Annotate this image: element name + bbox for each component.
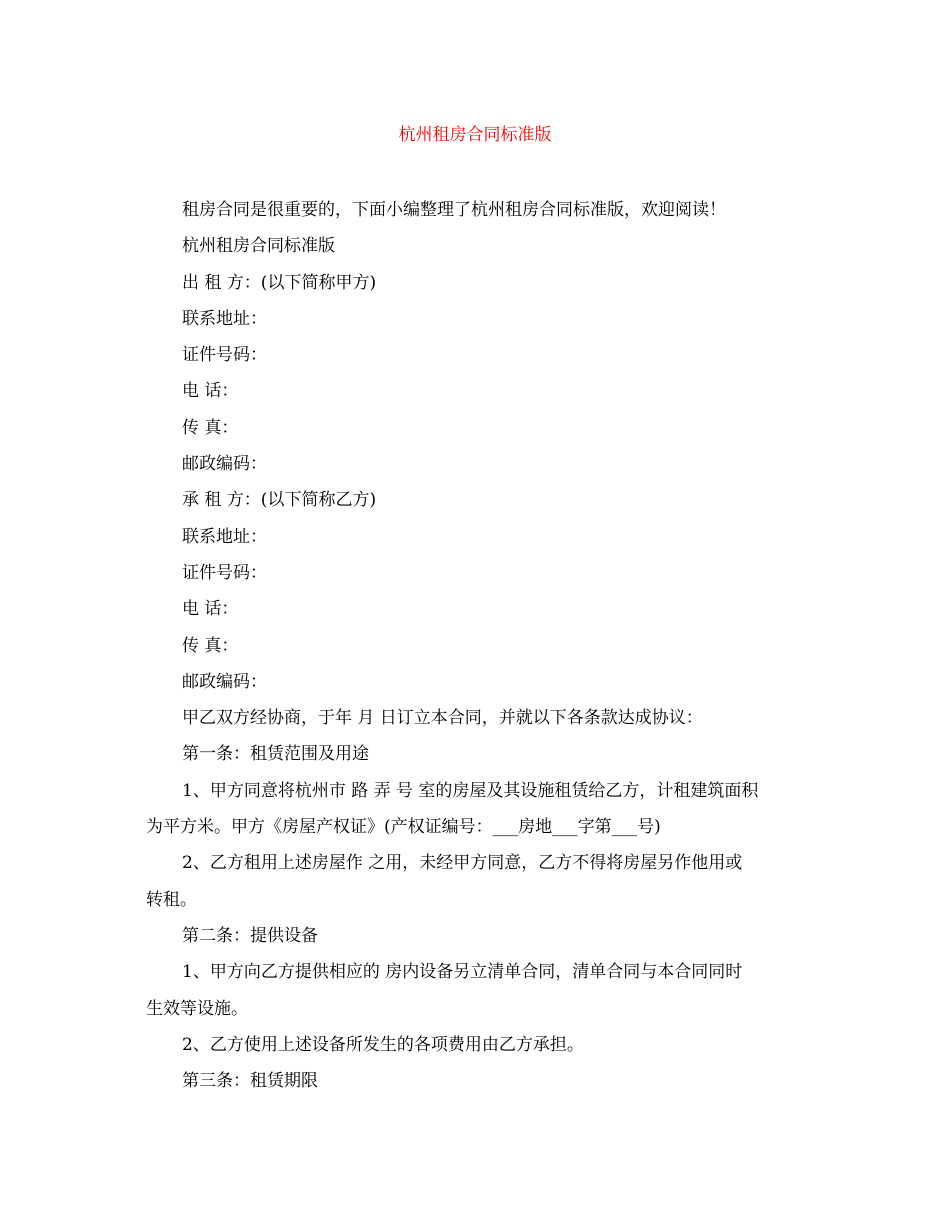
article1-item1-line1: 1、甲方同意将杭州市 路 弄 号 室的房屋及其设施租赁给乙方，计租建筑面积	[182, 780, 759, 801]
lessor-line: 出 租 方：(以下简称甲方)	[182, 272, 377, 293]
article2-item2: 2、乙方使用上述设备所发生的各项费用由乙方承担。	[182, 1034, 584, 1055]
article1-item1-line2: 为平方米。甲方《房屋产权证》(产权证编号：___房地___字第___号)	[146, 817, 661, 838]
article2-item1-line1: 1、甲方向乙方提供相应的 房内设备另立清单合同，清单合同与本合同同时	[182, 962, 743, 983]
article1-item1	[146, 773, 810, 846]
article1-item2	[146, 845, 810, 918]
document-body	[146, 192, 810, 1099]
intro-line: 租房合同是很重要的，下面小编整理了杭州租房合同标准版，欢迎阅读！	[182, 200, 726, 220]
lessor-fax-line: 传 真：	[182, 417, 239, 438]
lessor-address-line: 联系地址：	[182, 308, 267, 329]
article2-item1-line2: 生效等设施。	[146, 998, 248, 1019]
article1-item2-line1: 2、乙方租用上述房屋作 之用，未经甲方同意，乙方不得将房屋另作他用或	[182, 853, 743, 874]
article3-heading: 第三条：租赁期限	[182, 1071, 318, 1092]
subtitle-line: 杭州租房合同标准版	[182, 236, 335, 257]
lessee-phone-line: 电 话：	[182, 599, 239, 620]
lessee-line: 承 租 方：(以下简称乙方)	[182, 490, 377, 511]
document-title: 杭州租房合同标准版	[398, 125, 552, 145]
article1-heading: 第一条：租赁范围及用途	[182, 744, 369, 765]
lessor-id-line: 证件号码：	[182, 345, 267, 366]
article2-item1	[146, 954, 810, 1027]
agreement-line: 甲乙双方经协商，于年 月 日订立本合同，并就以下各条款达成协议：	[182, 708, 703, 729]
lessor-phone-line: 电 话：	[182, 381, 239, 402]
lessee-postcode-line: 邮政编码：	[182, 671, 267, 692]
lessee-id-line: 证件号码：	[182, 562, 267, 583]
article1-item2-line2: 转租。	[146, 889, 197, 910]
lessee-address-line: 联系地址：	[182, 526, 267, 547]
article2-heading: 第二条：提供设备	[182, 925, 318, 946]
lessor-postcode-line: 邮政编码：	[182, 454, 267, 475]
lessee-fax-line: 传 真：	[182, 635, 239, 656]
